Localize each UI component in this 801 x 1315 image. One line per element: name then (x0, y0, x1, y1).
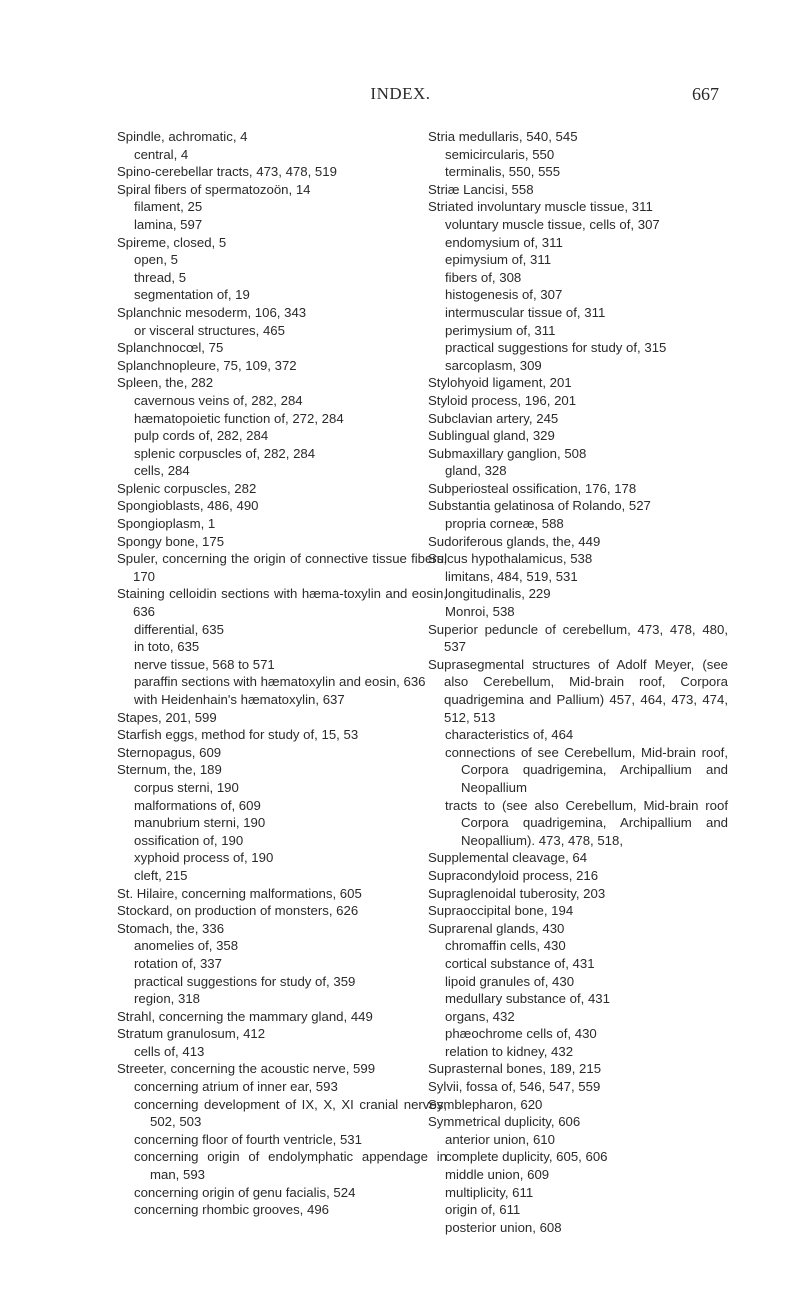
index-subentry: concerning floor of fourth ventricle, 531 (134, 1131, 362, 1147)
index-subentry: in toto, 635 (134, 639, 200, 655)
index-subentry: filament, 25 (134, 199, 203, 215)
index-entry: Staining celloidin sections with hæma-toxylin and eosin, 636 (117, 586, 447, 620)
index-entry: Sulcus hypothalamicus, 538 (428, 551, 593, 567)
index-subentry: splenic corpuscles of, 282, 284 (134, 445, 316, 461)
index-subentry: cavernous veins of, 282, 284 (134, 392, 303, 408)
index-subentry: connections of see Cerebellum, Mid-brain roof, Corpora quadrigemina, Archipallium and Neopallium (445, 744, 728, 795)
index-entry: Stomach, the, 336 (117, 920, 225, 936)
index-subentry: practical suggestions for study of, 359 (134, 973, 356, 989)
index-column-right (428, 128, 728, 1236)
index-entry: Streeter, concerning the acoustic nerve, 599 (117, 1061, 376, 1077)
index-entry: Spongioblasts, 486, 490 (117, 498, 259, 514)
index-subentry: perimysium of, 311 (445, 322, 556, 338)
index-entry: Spleen, the, 282 (117, 375, 214, 391)
index-entry: Sudoriferous glands, the, 449 (428, 533, 601, 549)
index-subentry: differential, 635 (134, 621, 224, 637)
index-entry: Supraglenoidal tuberosity, 203 (428, 885, 606, 901)
index-column-left (117, 128, 447, 1219)
index-subentry: practical suggestions for study of, 315 (445, 340, 667, 356)
index-subentry: middle union, 609 (445, 1167, 550, 1183)
index-subentry: paraffin sections with hæmatoxylin and eosin, 636 (134, 674, 426, 690)
index-subentry: lamina, 597 (134, 216, 203, 232)
index-entry: Symblepharon, 620 (428, 1096, 543, 1112)
index-entry: Superior peduncle of cerebellum, 473, 478, 480, 537 (428, 621, 728, 655)
index-subentry: Monroi, 538 (445, 604, 515, 620)
index-subentry: endomysium of, 311 (445, 234, 563, 250)
index-entry: Starfish eggs, method for study of, 15, 53 (117, 727, 359, 743)
index-entry: St. Hilaire, concerning malformations, 605 (117, 885, 362, 901)
index-entry: Strahl, concerning the mammary gland, 449 (117, 1008, 373, 1024)
index-entry: Supracondyloid process, 216 (428, 867, 599, 883)
index-subentry: intermuscular tissue of, 311 (445, 304, 606, 320)
index-entry: Subclavian artery, 245 (428, 410, 559, 426)
index-subentry: phæochrome cells of, 430 (445, 1026, 597, 1042)
index-subentry: lipoid granules of, 430 (445, 973, 575, 989)
page-header (0, 84, 801, 108)
index-entry: Sternum, the, 189 (117, 762, 222, 778)
index-subentry: anomelies of, 358 (134, 938, 239, 954)
index-entry: Stratum granulosum, 412 (117, 1026, 266, 1042)
index-subentry: sarcoplasm, 309 (445, 357, 542, 373)
index-subentry: ossification of, 190 (134, 832, 244, 848)
index-entry: Styloid process, 196, 201 (428, 392, 577, 408)
index-subentry: concerning atrium of inner ear, 593 (134, 1079, 338, 1095)
index-entry: Splanchnic mesoderm, 106, 343 (117, 304, 307, 320)
index-subentry: limitans, 484, 519, 531 (445, 568, 578, 584)
index-subentry: concerning rhombic grooves, 496 (134, 1202, 329, 1218)
index-subentry: epimysium of, 311 (445, 252, 552, 268)
index-subentry: malformations of, 609 (134, 797, 261, 813)
index-subentry: propria corneæ, 588 (445, 516, 564, 532)
index-entry: Stockard, on production of monsters, 626 (117, 903, 359, 919)
index-subentry: concerning origin of genu facialis, 524 (134, 1184, 356, 1200)
index-entry: Spongy bone, 175 (117, 533, 225, 549)
index-subentry: gland, 328 (445, 463, 507, 479)
index-subentry: histogenesis of, 307 (445, 287, 563, 303)
index-entry: Sylvii, fossa of, 546, 547, 559 (428, 1079, 601, 1095)
index-subentry: voluntary muscle tissue, cells of, 307 (445, 216, 660, 232)
index-entry: Spino-cerebellar tracts, 473, 478, 519 (117, 164, 337, 180)
index-entry: Symmetrical duplicity, 606 (428, 1114, 581, 1130)
index-entry: Supraoccipital bone, 194 (428, 903, 574, 919)
index-subentry: longitudinalis, 229 (445, 586, 551, 602)
index-entry: Stapes, 201, 599 (117, 709, 217, 725)
index-entry: Spiral fibers of spermatozoön, 14 (117, 181, 311, 197)
index-subentry: cleft, 215 (134, 867, 188, 883)
index-subentry: segmentation of, 19 (134, 287, 250, 303)
index-subentry: anterior union, 610 (445, 1131, 555, 1147)
index-subentry: medullary substance of, 431 (445, 991, 610, 1007)
index-entry: Spongioplasm, 1 (117, 516, 216, 532)
index-entry: Stylohyoid ligament, 201 (428, 375, 572, 391)
index-subentry: cortical substance of, 431 (445, 955, 595, 971)
index-entry: Substantia gelatinosa of Rolando, 527 (428, 498, 651, 514)
index-subentry: central, 4 (134, 146, 189, 162)
index-subentry: terminalis, 550, 555 (445, 164, 561, 180)
index-entry: Suprasternal bones, 189, 215 (428, 1061, 602, 1077)
index-subentry: xyphoid process of, 190 (134, 850, 274, 866)
index-entry: Subperiosteal ossification, 176, 178 (428, 480, 637, 496)
running-title: INDEX. (370, 84, 431, 103)
index-subentry: nerve tissue, 568 to 571 (134, 656, 275, 672)
index-subentry: chromaffin cells, 430 (445, 938, 566, 954)
index-entry: Splanchnopleure, 75, 109, 372 (117, 357, 297, 373)
index-entry: Splanchnocœl, 75 (117, 340, 224, 356)
index-subentry: region, 318 (134, 991, 200, 1007)
page-number: 667 (692, 84, 719, 104)
index-subentry: origin of, 611 (445, 1202, 521, 1218)
index-entry: Spuler, concerning the origin of connective tissue fibers, 170 (117, 551, 447, 584)
index-subentry: manubrium sterni, 190 (134, 815, 266, 831)
index-subentry: rotation of, 337 (134, 955, 222, 971)
index-subentry: tracts to (see also Cerebellum, Mid-brain roof Corpora quadrigemina, Archipallium and Neopallium). 473, 478, 518, (445, 797, 728, 848)
index-subentry: open, 5 (134, 252, 178, 268)
index-entry: Sternopagus, 609 (117, 744, 222, 760)
index-subentry: relation to kidney, 432 (445, 1043, 574, 1059)
index-entry: Striæ Lancisi, 558 (428, 181, 534, 197)
index-subentry: multiplicity, 611 (445, 1184, 534, 1200)
index-subentry: or visceral structures, 465 (134, 322, 285, 338)
index-subentry: fibers of, 308 (445, 269, 522, 285)
index-entry: Splenic corpuscles, 282 (117, 480, 257, 496)
index-subentry: cells, 284 (134, 463, 190, 479)
index-subentry: with Heidenhain's hæmatoxylin, 637 (134, 692, 345, 707)
index-entry: Striated involuntary muscle tissue, 311 (428, 199, 653, 215)
index-entry: Supplemental cleavage, 64 (428, 850, 588, 866)
index-subentry: pulp cords of, 282, 284 (134, 428, 269, 444)
index-entry: Submaxillary ganglion, 508 (428, 445, 587, 461)
index-entry: Spireme, closed, 5 (117, 234, 227, 250)
index-subentry: cells of, 413 (134, 1043, 205, 1059)
index-subentry: hæmatopoietic function of, 272, 284 (134, 410, 344, 426)
index-subentry: posterior union, 608 (445, 1219, 562, 1235)
index-subentry: concerning origin of endolymphatic appendage in man, 593 (134, 1149, 447, 1183)
index-entry: Suprarenal glands, 430 (428, 920, 565, 936)
index-entry: Stria medullaris, 540, 545 (428, 129, 578, 144)
index-entry: Spindle, achromatic, 4 (117, 129, 248, 144)
index-subentry: complete duplicity, 605, 606 (445, 1149, 608, 1165)
index-entry: Suprasegmental structures of Adolf Meyer, (see also Cerebellum, Mid-brain roof, Corpora quadrigemina and Pallium) 457, 464, 473, 474, 512, 513 (428, 656, 728, 725)
index-entry: Sublingual gland, 329 (428, 428, 555, 444)
index-subentry: concerning development of IX, X, XI cranial nerves, 502, 503 (134, 1096, 447, 1130)
index-subentry: thread, 5 (134, 269, 187, 285)
index-subentry: corpus sterni, 190 (134, 779, 239, 795)
index-subentry: semicircularis, 550 (445, 146, 555, 162)
index-subentry: characteristics of, 464 (445, 727, 574, 743)
index-subentry: organs, 432 (445, 1008, 515, 1024)
